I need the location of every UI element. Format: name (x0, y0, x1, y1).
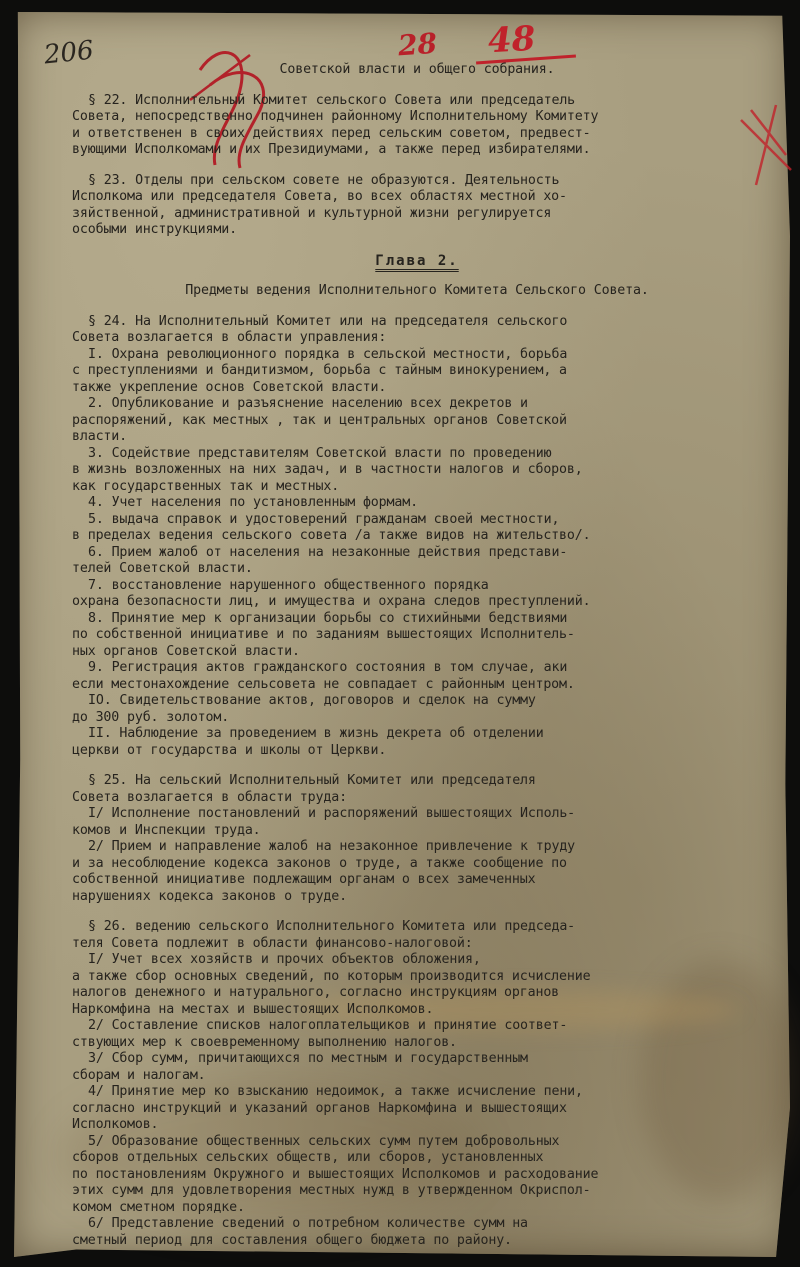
spacer (72, 300, 762, 314)
text-line: нарушениях кодекса законов о труде. (72, 888, 347, 904)
paragraph-24 (72, 314, 762, 760)
text-line: § 26. ведению сельского Исполнительного Комитета или председа- (88, 919, 576, 934)
page-number-small: 28 (396, 26, 439, 63)
text-line: 9. Регистрация актов гражданского состояния в том случае, аки (88, 660, 568, 675)
text-line: 8. Принятие мер к организации борьбы со стихийными бедствиями (88, 610, 568, 626)
text-line: особыми инструкциями. (72, 222, 237, 237)
text-line: зяйственной, административной и культурной жизни регулируется (72, 205, 552, 221)
paragraph-25 (72, 773, 762, 905)
text-line: 2. Опубликование и разъяснение населению всех декретов и (88, 396, 528, 411)
text-line: 4/ Принятие мер ко взысканию недоимок, а также исчисление пени, (88, 1084, 583, 1099)
document-body (72, 62, 762, 1249)
text-line: церкви от государства и школы от Церкви. (72, 742, 387, 758)
spacer (72, 79, 762, 93)
text-line: также укрепление основ Советской власти. (72, 379, 387, 395)
text-line: Совета возлагается в области управления: (72, 330, 387, 345)
spacer (72, 159, 762, 173)
text-line: сметный период для составления общего бюджета по району. (72, 1232, 512, 1248)
paragraph-22 (72, 93, 762, 159)
spacer (72, 759, 762, 773)
text-line: вующими Исполкомами и их Президиумами, а также перед избирателями. (72, 142, 591, 157)
text-line: ствующих мер к своевременному выполнению налогов. (72, 1034, 457, 1050)
text-line: 4. Учет населения по установленным формам. (88, 495, 418, 510)
text-line: § 24. На Исполнительный Комитет или на председателя сельского (88, 313, 568, 329)
text-line: как государственных так и местных. (72, 478, 340, 494)
text-line: Советской власти и общего собрания. (279, 62, 555, 77)
text-line: 5/ Образование общественных сельских сумм путем добровольных (88, 1133, 560, 1149)
page-number-large: 48 (486, 18, 537, 62)
intro-block (72, 62, 762, 79)
text-line: Исполкома или председателя Совета, во всех областях местной хо- (72, 189, 567, 204)
paragraph-26 (72, 919, 762, 1249)
text-line: Наркомфина на местах и вышестоящих Исполкомов. (72, 1001, 434, 1017)
text-line: II. Наблюдение за проведением в жизнь декрета об отделении (88, 726, 544, 741)
text-line: 6. Прием жалоб от населения на незаконные действия представи- (88, 544, 568, 560)
text-line: сборов отдельных сельских обществ, или сборов, установленных (72, 1150, 544, 1165)
text-line: IO. Свидетельствование актов, договоров и сделок на сумму (88, 693, 536, 708)
text-line: 2/ Составление списков налогоплательщиков и принятие соответ- (88, 1018, 568, 1033)
text-line: власти. (72, 429, 127, 444)
text-line: I/ Учет всех хозяйств и прочих объектов обложения, (88, 952, 481, 967)
text-line: 3. Содействие представителям Советской власти по проведению (88, 445, 552, 461)
text-line: теля Совета подлежит в области финансово-налоговой: (72, 935, 473, 951)
text-line: этих сумм для удовлетворения местных нужд в утвержденном Окриспол- (72, 1183, 591, 1198)
text-line: I. Охрана революционного порядка в сельской местности, борьба (88, 346, 568, 362)
spacer (72, 905, 762, 919)
paragraph-23 (72, 173, 762, 239)
text-line: и ответственен в своих действиях перед сельским советом, предвест- (72, 125, 591, 141)
text-line: и за несоблюдение кодекса законов о труде, а также сообщение по (72, 855, 567, 871)
text-line: по собственной инициативе и по заданиям вышестоящих Исполнитель- (72, 627, 575, 642)
text-line: ных органов Советской власти. (72, 643, 300, 659)
text-line: в пределах ведения сельского совета /а также видов на жительство/. (72, 528, 591, 543)
text-line: 5. выдача справок и удостоверений гражданам своей местности, (88, 511, 560, 527)
text-line: § 25. На сельский Исполнительный Комитет или председателя (88, 773, 536, 788)
text-line: 3/ Сбор сумм, причитающихся по местным и государственным (88, 1051, 528, 1066)
text-line: налогов денежного и натурального, согласно инструкциям органов (72, 985, 560, 1000)
text-line: собственной инициативе подлежащим органам о всех замеченных (72, 872, 536, 887)
text-line: комов и Инспекции труда. (72, 822, 261, 838)
text-line: 2/ Прием и направление жалоб на незаконное привлечение к труду (88, 839, 576, 854)
chapter-subtitle: Предметы ведения Исполнительного Комитета Сельского Совета. (185, 283, 649, 298)
text-line: § 23. Отделы при сельском совете не образуются. Деятельность (88, 172, 560, 188)
text-line: по постановлениям Окружного и вышестоящих Исполкомов и расходование (72, 1166, 599, 1182)
text-line: в жизнь возложенных на них задач, и в частности налогов и сборов, (72, 462, 583, 477)
text-line: если местонахождение сельсовета не совпадает с районным центром. (72, 676, 575, 692)
text-line: распоряжений, как местных , так и центральных органов Советской (72, 412, 567, 428)
text-line: Исполкомов. (72, 1117, 159, 1132)
text-line: а также сбор основных сведений, по которым производится исчисление (72, 968, 591, 984)
text-line: до 300 руб. золотом. (72, 709, 230, 725)
text-line: § 22. Исполнительный Комитет сельского Совета или председатель (88, 92, 576, 108)
chapter-title: Глава 2. (375, 252, 459, 269)
text-line: 6/ Представление сведений о потребном количестве сумм на (88, 1216, 528, 1231)
text-line: с преступлениями и бандитизмом, борьба с тайным винокурением, а (72, 363, 567, 378)
archive-number: 206 (42, 35, 96, 71)
text-line: Совета возлагается в области труда: (72, 789, 347, 805)
text-line: Совета, непосредственно подчинен районному Исполнительному Комитету (72, 109, 599, 124)
spacer (72, 269, 762, 283)
spacer (72, 239, 762, 253)
text-line: сборам и налогам. (72, 1067, 206, 1083)
text-line: комом сметном порядке. (72, 1199, 245, 1215)
text-line: согласно инструкций и указаний органов Наркомфина и вышестоящих (72, 1100, 567, 1116)
text-line: телей Советской власти. (72, 561, 253, 576)
text-line: I/ Исполнение постановлений и распоряжений вышестоящих Исполь- (88, 806, 576, 821)
text-line: охрана безопасности лиц, и имущества и охрана следов преступлений. (72, 594, 591, 609)
text-line: 7. восстановление нарушенного общественного порядка (88, 577, 489, 593)
